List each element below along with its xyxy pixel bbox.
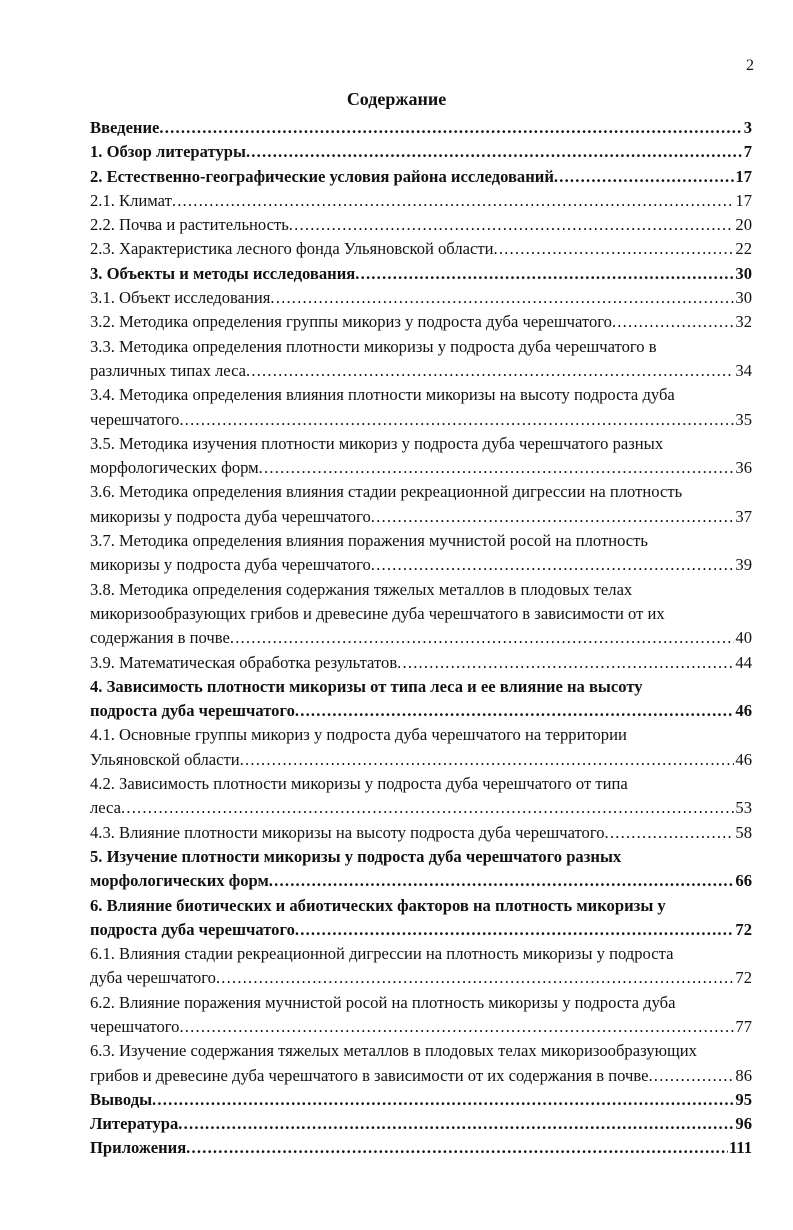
toc-line: [90, 699, 752, 723]
dot-leader: [121, 796, 734, 820]
toc-line: [90, 894, 752, 918]
toc-page-number: 17: [735, 190, 752, 210]
toc-page-number: 96: [735, 1114, 752, 1134]
toc-entry-text: Ульяновской области: [90, 749, 240, 769]
toc-entry-text: 2. Естественно-географические условия района исследований: [90, 166, 554, 186]
toc-entry: [90, 1112, 752, 1136]
page-number: 2: [746, 57, 754, 74]
dot-leader: [648, 1064, 734, 1088]
toc-entry: [90, 213, 752, 237]
toc-entry-text: 5. Изучение плотности микоризы у подроста дуба черешчатого разных: [90, 846, 622, 866]
toc-entry-text: черешчатого: [90, 409, 180, 429]
toc-page-number: 53: [735, 798, 752, 818]
dot-leader: [152, 1088, 734, 1112]
toc-entry-text: 4.2. Зависимость плотности микоризы у подроста дуба черешчатого от типа: [90, 774, 628, 794]
toc-page-number: 35: [735, 409, 752, 429]
toc-entry-text: 4.1. Основные группы микориз у подроста дуба черешчатого на территории: [90, 725, 627, 745]
toc-entry: [90, 383, 752, 432]
toc-entry-text: морфологических форм: [90, 871, 269, 891]
toc-entry-text: 2.1. Климат: [90, 190, 172, 210]
toc-page-number: 46: [735, 749, 752, 769]
dot-leader: [216, 966, 734, 990]
toc-entry-text: 4. Зависимость плотности микоризы от типа леса и ее влияние на высоту: [90, 676, 643, 696]
toc-title: Содержание: [346, 89, 447, 109]
toc-entry: [90, 723, 752, 772]
toc-line: [90, 480, 752, 504]
dot-leader: [605, 821, 735, 845]
toc-page-number: 72: [735, 968, 752, 988]
table-of-contents: [90, 116, 752, 1161]
toc-page-number: 7: [743, 142, 752, 162]
toc-entry: [90, 286, 752, 310]
toc-entry-text: морфологических форм: [90, 458, 259, 478]
toc-line: [90, 918, 752, 942]
toc-entry-text: 6. Влияние биотических и абиотических факторов на плотность микоризы у: [90, 895, 666, 915]
toc-page-number: 95: [735, 1089, 752, 1109]
toc-entry-text: 3. Объекты и методы исследования: [90, 263, 356, 283]
toc-line: [90, 213, 752, 237]
toc-entry: [90, 165, 752, 189]
toc-entry-text: 3.3. Методика определения плотности микоризы у подроста дуба черешчатого в: [90, 336, 657, 356]
toc-entry-text: Выводы: [90, 1089, 153, 1109]
toc-page-number: 72: [735, 919, 752, 939]
toc-entry: [90, 480, 752, 529]
toc-entry-text: микоризы у подроста дуба черешчатого: [90, 506, 371, 526]
toc-entry: [90, 529, 752, 578]
toc-line: [90, 602, 752, 626]
toc-line: [90, 796, 752, 820]
toc-entry-text: Литература: [90, 1114, 179, 1134]
dot-leader: [371, 553, 735, 577]
toc-page-number: 22: [735, 239, 752, 259]
toc-page-number: 36: [735, 458, 752, 478]
toc-page-number: 17: [735, 166, 752, 186]
toc-line: [90, 821, 752, 845]
toc-line: [90, 1064, 752, 1088]
toc-entry-text: 6.2. Влияние поражения мучнистой росой на плотность микоризы у подроста дуба: [90, 992, 676, 1012]
toc-entry: [90, 1039, 752, 1088]
toc-line: [90, 578, 752, 602]
toc-line: [90, 1039, 752, 1063]
toc-line: [90, 1112, 752, 1136]
toc-line: [90, 1088, 752, 1112]
toc-entry: [90, 335, 752, 384]
dot-leader: [230, 626, 735, 650]
toc-entry-text: дуба черешчатого: [90, 968, 216, 988]
toc-line: [90, 1136, 752, 1160]
toc-entry-text: Введение: [90, 118, 160, 137]
toc-entry: [90, 942, 752, 991]
toc-entry: [90, 578, 752, 651]
toc-entry-text: 6.1. Влияния стадии рекреационной дигрессии на плотность микоризы у подроста: [90, 944, 674, 964]
dot-leader: [355, 262, 734, 286]
toc-entry-text: грибов и древесине дуба черешчатого в зависимости от их содержания в почве: [90, 1065, 649, 1085]
toc-line: [90, 651, 752, 675]
toc-page-number: 40: [735, 628, 752, 648]
toc-entry-text: подроста дуба черешчатого: [90, 701, 295, 721]
toc-line: [90, 383, 752, 407]
toc-entry: [90, 116, 752, 140]
toc-entry: [90, 845, 752, 894]
dot-leader: [240, 748, 735, 772]
toc-line: [90, 942, 752, 966]
toc-page-number: 66: [735, 871, 752, 891]
toc-entry-text: подроста дуба черешчатого: [90, 919, 295, 939]
dot-leader: [246, 140, 743, 164]
toc-line: [90, 869, 752, 893]
toc-line: [90, 359, 752, 383]
toc-page-number: 20: [735, 215, 752, 235]
toc-line: [90, 675, 752, 699]
toc-line: [90, 772, 752, 796]
toc-line: [90, 140, 752, 164]
dot-leader: [295, 699, 735, 723]
toc-line: [90, 335, 752, 359]
toc-entry-text: 3.6. Методика определения влияния стадии рекреационной дигрессии на плотность: [90, 482, 683, 502]
toc-entry-text: черешчатого: [90, 1016, 180, 1036]
toc-entry: [90, 1088, 752, 1112]
dot-leader: [554, 165, 735, 189]
toc-page-number: 46: [735, 701, 752, 721]
toc-entry-text: 3.7. Методика определения влияния поражения мучнистой росой на плотность: [90, 531, 648, 551]
toc-entry-text: различных типах леса: [90, 360, 247, 380]
toc-entry-text: микоризообразующих грибов и древесине дуба черешчатого в зависимости от их: [90, 603, 665, 623]
toc-line: [90, 432, 752, 456]
toc-entry-text: 2.3. Характеристика лесного фонда Ульяновской области: [90, 239, 494, 259]
dot-leader: [178, 1112, 734, 1136]
toc-line: [90, 408, 752, 432]
toc-entry-text: 6.3. Изучение содержания тяжелых металлов в плодовых телах микоризообразующих: [90, 1041, 697, 1061]
toc-line: [90, 1015, 752, 1039]
toc-entry-text: 3.8. Методика определения содержания тяжелых металлов в плодовых телах: [90, 579, 633, 599]
toc-entry: [90, 894, 752, 943]
toc-entry: [90, 262, 752, 286]
dot-leader: [269, 869, 735, 893]
toc-entry: [90, 1136, 752, 1160]
toc-entry-text: 3.4. Методика определения влияния плотности микоризы на высоту подроста дуба: [90, 385, 675, 405]
toc-entry: [90, 140, 752, 164]
toc-line: [90, 505, 752, 529]
toc-entry-text: содержания в почве: [90, 628, 230, 648]
dot-leader: [179, 1015, 734, 1039]
toc-entry-text: 3.5. Методика изучения плотности микориз у подроста дуба черешчатого разных: [90, 433, 664, 453]
toc-line: [90, 262, 752, 286]
toc-page-number: 30: [735, 288, 752, 308]
toc-line: [90, 845, 752, 869]
dot-leader: [179, 408, 734, 432]
toc-entry: [90, 651, 752, 675]
toc-page-number: 30: [735, 263, 752, 283]
toc-line: [90, 165, 752, 189]
dot-leader: [371, 505, 735, 529]
toc-page-number: 44: [735, 652, 752, 672]
toc-line: [90, 748, 752, 772]
toc-entry: [90, 675, 752, 724]
dot-leader: [612, 310, 734, 334]
toc-entry-text: микоризы у подроста дуба черешчатого: [90, 555, 371, 575]
dot-leader: [289, 213, 735, 237]
toc-line: [90, 529, 752, 553]
toc-line: [90, 626, 752, 650]
toc-line: [90, 991, 752, 1015]
toc-entry: [90, 237, 752, 261]
toc-line: [90, 310, 752, 334]
dot-leader: [172, 189, 735, 213]
toc-page-number: 86: [735, 1065, 752, 1085]
toc-page-number: 77: [735, 1016, 752, 1036]
toc-entry: [90, 432, 752, 481]
dot-leader: [270, 286, 734, 310]
toc-line: [90, 237, 752, 261]
toc-entry: [90, 821, 752, 845]
dot-leader: [246, 359, 734, 383]
toc-entry-text: 4.3. Влияние плотности микоризы на высоту подроста дуба черешчатого: [90, 822, 605, 842]
dot-leader: [493, 237, 734, 261]
toc-page-number: 34: [735, 360, 752, 380]
toc-entry: [90, 310, 752, 334]
toc-line: [90, 189, 752, 213]
toc-page-number: 39: [735, 555, 752, 575]
toc-page-number: 3: [743, 118, 752, 137]
dot-leader: [295, 918, 735, 942]
toc-line: [90, 116, 752, 140]
toc-entry-text: 3.9. Математическая обработка результатов: [90, 652, 398, 672]
toc-line: [90, 723, 752, 747]
dot-leader: [397, 651, 734, 675]
toc-entry-text: 1. Обзор литературы: [90, 142, 246, 162]
toc-line: [90, 456, 752, 480]
toc-line: [90, 966, 752, 990]
toc-line: [90, 286, 752, 310]
dot-leader: [186, 1136, 728, 1160]
toc-entry-text: леса: [90, 798, 121, 818]
toc-entry-text: Приложения: [90, 1138, 187, 1158]
toc-entry-text: 3.1. Объект исследования: [90, 288, 271, 308]
toc-entry: [90, 189, 752, 213]
toc-entry: [90, 991, 752, 1040]
toc-page-number: 37: [735, 506, 752, 526]
toc-page-number: 58: [735, 822, 752, 842]
toc-entry: [90, 772, 752, 821]
toc-page-number: 32: [735, 312, 752, 332]
toc-entry-text: 3.2. Методика определения группы микориз у подроста дуба черешчатого: [90, 312, 612, 332]
dot-leader: [259, 456, 735, 480]
toc-page-number: 111: [728, 1138, 752, 1158]
dot-leader: [159, 116, 742, 140]
toc-entry-text: 2.2. Почва и растительность: [90, 215, 289, 235]
toc-line: [90, 553, 752, 577]
